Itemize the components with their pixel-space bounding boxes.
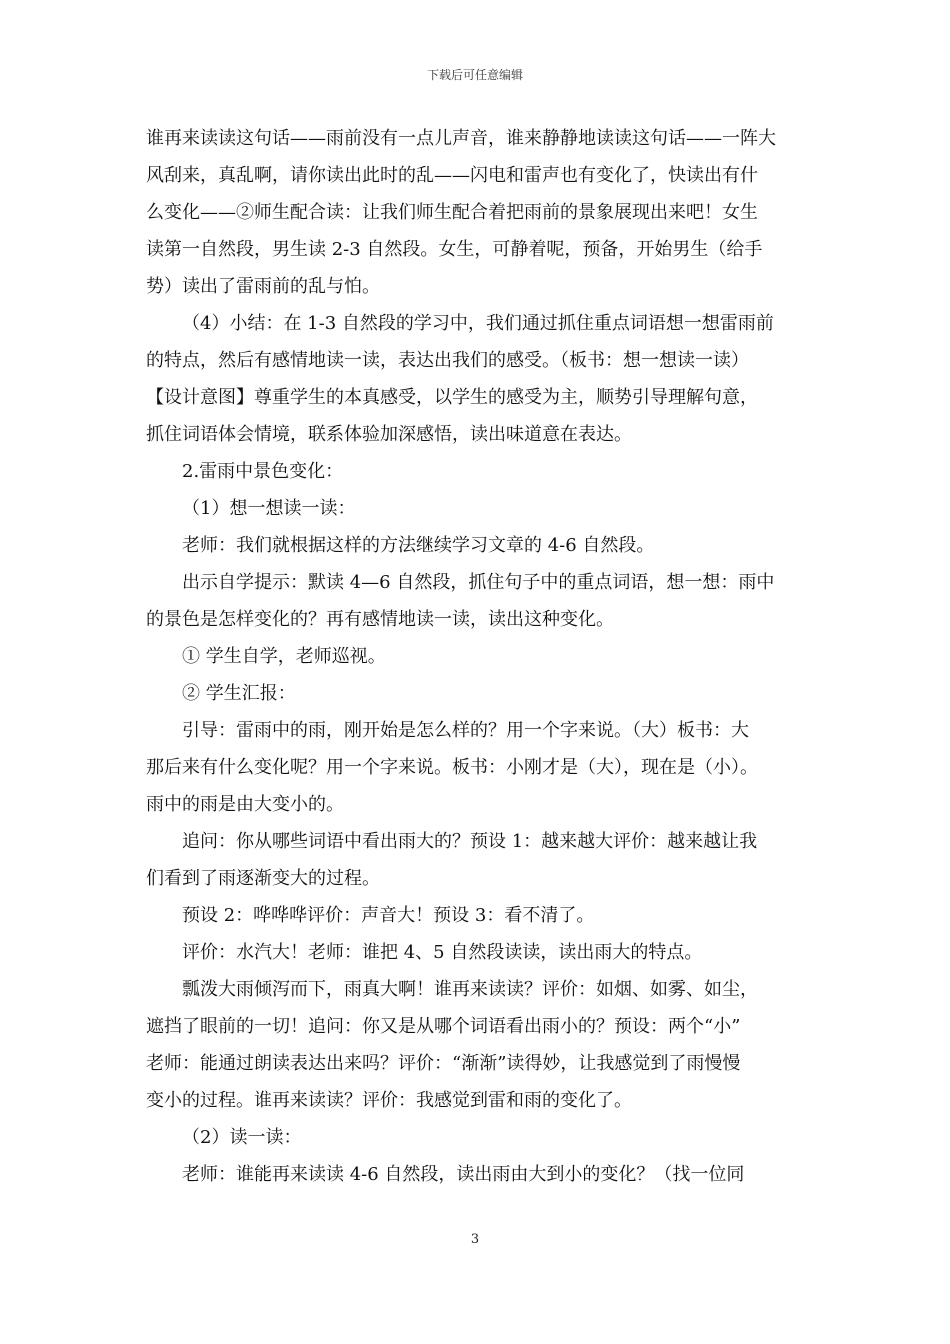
text-line: ① 学生自学，老师巡视。 — [182, 646, 386, 667]
document-body — [146, 120, 810, 1193]
text-line: 引导：雷雨中的雨，刚开始是怎么样的？用一个字来说。（大）板书：大 — [182, 720, 749, 741]
text-line: 追问：你从哪些词语中看出雨大的？预设 1：越来越大评价：越来越让我 — [182, 831, 758, 852]
text-line: 老师：谁能再来读读 4-6 自然段，读出雨由大到小的变化？（找一位同 — [182, 1164, 745, 1185]
text-line: 预设 2：哗哗哗评价：声音大！预设 3：看不清了。 — [182, 905, 595, 926]
text-line: 势）读出了雷雨前的乱与怕。 — [146, 276, 380, 297]
text-line: 2.雷雨中景色变化： — [182, 461, 344, 482]
text-line: 风刮来，真乱啊，请你读出此时的乱——闪电和雷声也有变化了，快读出有什 — [146, 165, 758, 186]
text-line: 评价：水汽大！老师：谁把 4、5 自然段读读，读出雨大的特点。 — [182, 942, 703, 963]
page-number: 3 — [470, 1232, 480, 1247]
text-line: ② 学生汇报： — [182, 683, 296, 704]
text-line: 们看到了雨逐渐变大的过程。 — [146, 868, 380, 889]
text-line: 【设计意图】尊重学生的本真感受，以学生的感受为主，顺势引导理解句意， — [146, 387, 758, 408]
text-line: 雨中的雨是由大变小的。 — [146, 794, 344, 815]
page-header: 下载后可任意编辑 — [426, 68, 523, 82]
text-line: 谁再来读读这句话——雨前没有一点儿声音，谁来静静地读读这句话——一阵大 — [146, 128, 776, 149]
text-line: 出示自学提示：默读 4—6 自然段，抓住句子中的重点词语，想一想：雨中 — [182, 572, 775, 593]
text-line: 读第一自然段，男生读 2-3 自然段。女生，可静着呢，预备，开始男生（给手 — [146, 239, 763, 260]
text-line: 变小的过程。谁再来读读？评价：我感觉到雷和雨的变化了。 — [146, 1090, 632, 1111]
text-line: （1）想一想读一读： — [182, 498, 356, 519]
text-line: 的特点，然后有感情地读一读，表达出我们的感受。（板书：想一想读一读） — [146, 350, 749, 371]
text-line: 瓢泼大雨倾泻而下，雨真大啊！谁再来读读？评价：如烟、如雾、如尘， — [182, 979, 758, 1000]
text-line: （2）读一读： — [182, 1127, 302, 1148]
text-line: 么变化——②师生配合读：让我们师生配合着把雨前的景象展现出来吧！女生 — [146, 202, 758, 223]
text-line: 老师：能通过朗读表达出来吗？评价：“渐渐”读得妙，让我感觉到了雨慢慢 — [146, 1053, 741, 1074]
text-line: 那后来有什么变化呢？用一个字来说。板书：小刚才是（大），现在是（小）。 — [146, 757, 758, 778]
text-line: （4）小结：在 1-3 自然段的学习中，我们通过抓住重点词语想一想雷雨前 — [182, 313, 774, 334]
text-line: 的景色是怎样变化的？再有感情地读一读，读出这种变化。 — [146, 609, 614, 630]
text-line: 老师：我们就根据这样的方法继续学习文章的 4-6 自然段。 — [182, 535, 655, 556]
text-line: 抓住词语体会情境，联系体验加深感悟，读出味道意在表达。 — [146, 424, 632, 445]
text-line: 遮挡了眼前的一切！追问：你又是从哪个词语看出雨小的？预设：两个“小” — [146, 1016, 741, 1037]
